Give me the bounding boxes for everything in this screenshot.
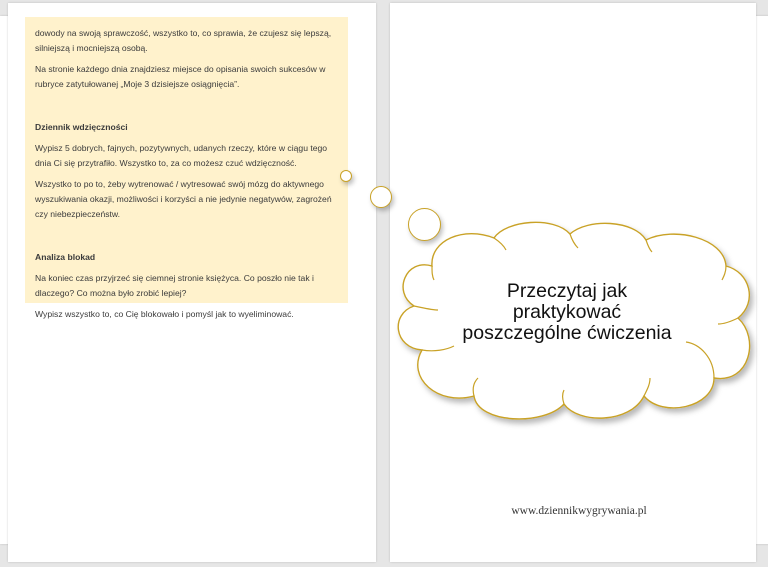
- paragraph: Wypisz wszystko to, co Cię blokowało i pomyśl jak to wyeliminować.: [35, 309, 294, 319]
- highlighted-text-block: [25, 17, 348, 319]
- cloud-text-line: poszczególne ćwiczenia: [462, 322, 672, 344]
- cloud-text-line: Przeczytaj jak: [506, 280, 628, 302]
- paragraph: dowody na swoją sprawczość, wszystko to, co sprawia, że czujesz się lepszą, silniejszą i mocniejszą osobą.: [35, 28, 332, 53]
- website-footer: www.dziennikwygrywania.pl: [511, 505, 647, 517]
- thought-bubble-small: [340, 170, 352, 182]
- cloud-text-line: praktykować: [512, 301, 622, 323]
- section-heading-gratitude: Dziennik wdzięczności: [35, 122, 128, 132]
- paragraph: Na koniec czas przyjrzeć się ciemnej stronie księżyca. Co poszło nie tak i dlaczego? Co można było zrobić lepiej?: [35, 273, 314, 298]
- cloud-heading: [432, 281, 702, 344]
- thought-bubble-medium: [370, 186, 392, 208]
- section-heading-blockers: Analiza blokad: [35, 252, 96, 262]
- paragraph: Wszystko to po to, żeby wytrenować / wytresować swój mózg do aktywnego wyszukiwania okazji, możliwości i korzyści a nie jedynie negatywów, zagrożeń czy niebezpieczeństw.: [35, 179, 332, 219]
- paragraph: Wypisz 5 dobrych, fajnych, pozytywnych, udanych rzeczy, które w ciągu tego dnia Ci się przytrafiło. Wszystko to, za co możesz czuć wdzięczność.: [35, 143, 328, 168]
- paragraph: Na stronie każdego dnia znajdziesz miejsce do opisania swoich sukcesów w rubryce zatytułowanej „Moje 3 dzisiejsze osiągnięcia”.: [35, 64, 326, 89]
